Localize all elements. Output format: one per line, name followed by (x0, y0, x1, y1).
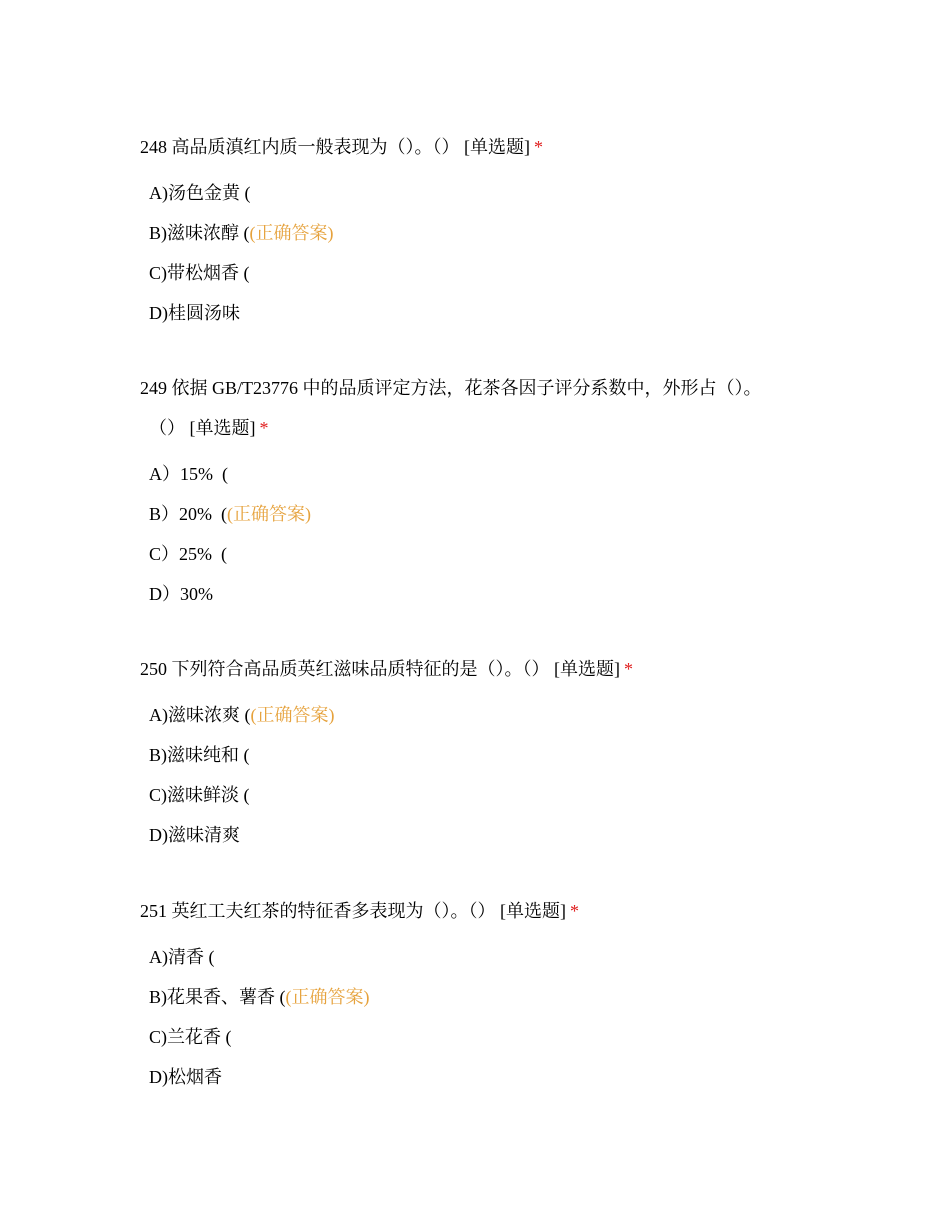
question-text-continued: （） [单选题] * (149, 418, 269, 438)
required-asterisk: * (259, 418, 269, 438)
option-a[interactable] (149, 695, 800, 735)
option-c[interactable] (149, 253, 800, 293)
option-text: C）25% ( (149, 544, 227, 564)
option-text: A)汤色金黄 ( (149, 183, 251, 203)
option-text: C)滋味鲜淡 ( (149, 785, 250, 805)
required-asterisk: * (534, 137, 543, 157)
option-c[interactable] (149, 534, 800, 574)
option-a[interactable] (149, 937, 800, 977)
option-text: A)清香 ( (149, 947, 215, 967)
option-text: B）20% ( (149, 504, 227, 524)
option-c[interactable] (149, 1017, 800, 1057)
option-text: B)滋味浓醇 ( (149, 223, 250, 243)
option-text: D)滋味清爽 (149, 825, 240, 845)
option-text: D)松烟香 (149, 1067, 222, 1087)
question-text: 251 英红工夫红茶的特征香多表现为（）。（） [单选题] (140, 901, 566, 921)
option-b[interactable] (149, 735, 800, 775)
question-text: 249 依据 GB/T23776 中的品质评定方法，花茶各因子评分系数中，外形占（）。 (140, 378, 762, 398)
correct-answer-tag: (正确答案) (285, 987, 370, 1007)
option-text: C)带松烟香 ( (149, 263, 250, 283)
correct-answer-tag: (正确答案) (227, 504, 311, 524)
required-asterisk: * (570, 901, 579, 921)
option-d[interactable] (149, 815, 800, 855)
option-d[interactable] (149, 574, 800, 614)
option-b[interactable] (149, 977, 800, 1017)
option-d[interactable] (149, 293, 800, 333)
option-text: A)滋味浓爽 ( (149, 705, 251, 725)
option-d[interactable] (149, 1057, 800, 1097)
option-text: A）15% ( (149, 464, 228, 484)
correct-answer-tag: (正确答案) (249, 223, 334, 243)
option-b[interactable] (149, 213, 800, 253)
correct-answer-tag: (正确答案) (250, 705, 335, 725)
question-text: 250 下列符合高品质英红滋味品质特征的是（）。（） [单选题] (140, 659, 620, 679)
question-248 (140, 127, 800, 333)
question-title (140, 368, 800, 448)
option-text: D）30% (149, 584, 213, 604)
question-title (140, 891, 800, 931)
option-list (140, 695, 800, 855)
option-c[interactable] (149, 775, 800, 815)
option-a[interactable] (149, 454, 800, 494)
option-text: D)桂圆汤味 (149, 303, 240, 323)
required-asterisk: * (624, 659, 633, 679)
question-title (140, 127, 800, 167)
question-250 (140, 649, 800, 855)
option-list (140, 173, 800, 333)
option-text: C)兰花香 ( (149, 1027, 232, 1047)
option-a[interactable] (149, 173, 800, 213)
question-title (140, 649, 800, 689)
option-text: B)滋味纯和 ( (149, 745, 250, 765)
question-text: 248 高品质滇红内质一般表现为（）。（） [单选题] (140, 137, 530, 157)
option-list (140, 937, 800, 1097)
question-251 (140, 891, 800, 1097)
option-list (140, 454, 800, 614)
option-b[interactable] (149, 494, 800, 534)
option-text: B)花果香、薯香 ( (149, 987, 286, 1007)
question-249 (140, 368, 800, 614)
